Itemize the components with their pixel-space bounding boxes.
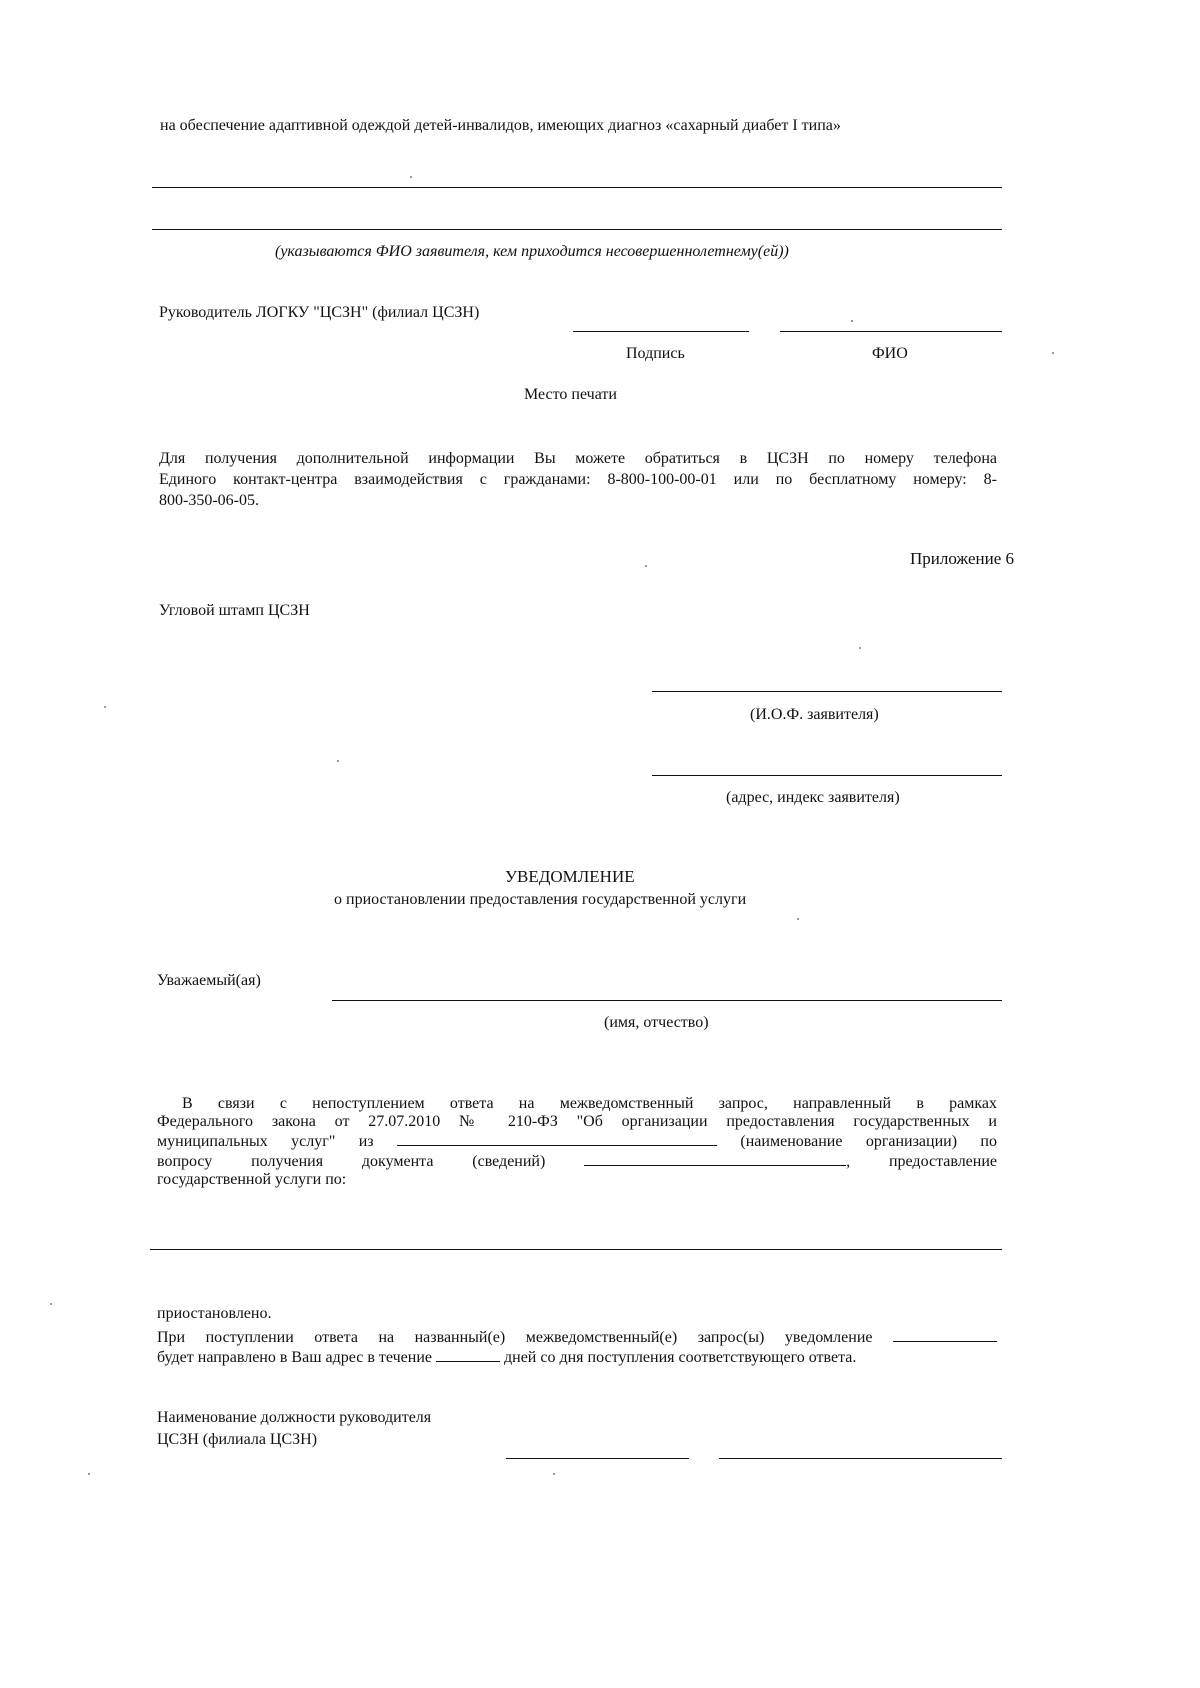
notification-blank	[893, 1327, 997, 1342]
body-line-3-start: муниципальных услуг" из	[157, 1133, 374, 1150]
name-caption: (имя, отчество)	[604, 1014, 709, 1031]
applicant-name-line	[652, 691, 1002, 692]
seal-caption: Место печати	[524, 386, 617, 403]
position-line-2: ЦСЗН (филиала ЦСЗН)	[157, 1431, 318, 1448]
document-blank	[584, 1151, 846, 1166]
applicant-caption: (указываются ФИО заявителя, кем приходится несовершеннолетнему(ей))	[275, 243, 789, 260]
director-signature-line	[506, 1458, 689, 1459]
subject-line: на обеспечение адаптивной одеждой детей-инвалидов, имеющих диагноз «сахарный диабет I типа»	[160, 117, 841, 134]
notice-subtitle: о приостановлении предоставления государственной услуги	[334, 891, 747, 908]
body-line-2: Федерального закона от 27.07.2010 № 210-ФЗ "Об организации предоставления государственных и	[157, 1113, 997, 1130]
after-paragraph	[157, 1327, 997, 1367]
days-blank	[436, 1347, 500, 1362]
applicant-address-caption: (адрес, индекс заявителя)	[726, 789, 900, 806]
scan-speck	[88, 1473, 90, 1475]
suspended-word: приостановлено.	[157, 1305, 272, 1322]
scan-speck	[410, 176, 412, 178]
scan-speck	[645, 565, 647, 567]
body-line-5: государственной услуги по:	[157, 1171, 347, 1188]
director-fio-line	[719, 1458, 1002, 1459]
info-line-3: 800-350-06-05.	[159, 492, 259, 509]
info-line-1: Для получения дополнительной информации Вы можете обратиться в ЦСЗН по номеру телефона	[159, 450, 997, 467]
scan-speck	[797, 918, 799, 920]
scan-speck	[1052, 352, 1054, 354]
scan-speck	[553, 1473, 555, 1475]
service-line	[150, 1249, 1002, 1250]
scan-speck	[337, 760, 339, 762]
body-line-4	[157, 1151, 997, 1171]
after-line-2-start: будет направлено в Ваш адрес в течение	[157, 1349, 432, 1366]
scan-speck	[50, 1303, 52, 1305]
body-line-3-end: (наименование организации) по	[740, 1133, 997, 1150]
after-line-1	[157, 1327, 997, 1347]
after-line-1-text: При поступлении ответа на названный(е) межведомственный(е) запрос(ы) уведомление	[157, 1329, 873, 1346]
notice-title: УВЕДОМЛЕНИЕ	[505, 867, 635, 886]
body-line-1: В связи с непоступлением ответа на межведомственный запрос, направленный в рамках	[182, 1095, 997, 1112]
appendix-title: Приложение 6	[910, 549, 1014, 568]
info-line-2: Единого контакт-центра взаимодействия с гражданами: 8-800-100-00-01 или по бесплатному номеру: 8-	[159, 471, 997, 488]
scan-speck	[851, 320, 853, 322]
name-line	[332, 1000, 1002, 1001]
greeting: Уважаемый(ая)	[157, 972, 261, 989]
head-fio-line	[780, 331, 1002, 332]
applicant-name-caption: (И.О.Ф. заявителя)	[750, 706, 879, 723]
body-line-3	[157, 1131, 997, 1151]
signature-caption: Подпись	[626, 345, 685, 362]
position-line-1: Наименование должности руководителя	[157, 1409, 432, 1426]
head-signature-line	[573, 331, 749, 332]
stamp-label: Угловой штамп ЦСЗН	[159, 602, 310, 619]
applicant-line-2	[152, 229, 1002, 230]
notice-body	[157, 1095, 997, 1189]
body-line-4-start: вопросу получения документа (сведений)	[157, 1153, 546, 1170]
organization-blank	[397, 1131, 717, 1146]
scan-speck	[104, 706, 106, 708]
after-line-2	[157, 1347, 997, 1367]
scan-speck	[859, 647, 861, 649]
body-line-4-end: , предоставление	[846, 1153, 998, 1170]
applicant-line-1	[152, 187, 1002, 188]
head-label: Руководитель ЛОГКУ "ЦСЗН" (филиал ЦСЗН)	[159, 304, 480, 321]
after-line-2-end: дней со дня поступления соответствующего ответа.	[503, 1349, 857, 1366]
fio-caption: ФИО	[872, 345, 908, 362]
applicant-address-line	[652, 775, 1002, 776]
